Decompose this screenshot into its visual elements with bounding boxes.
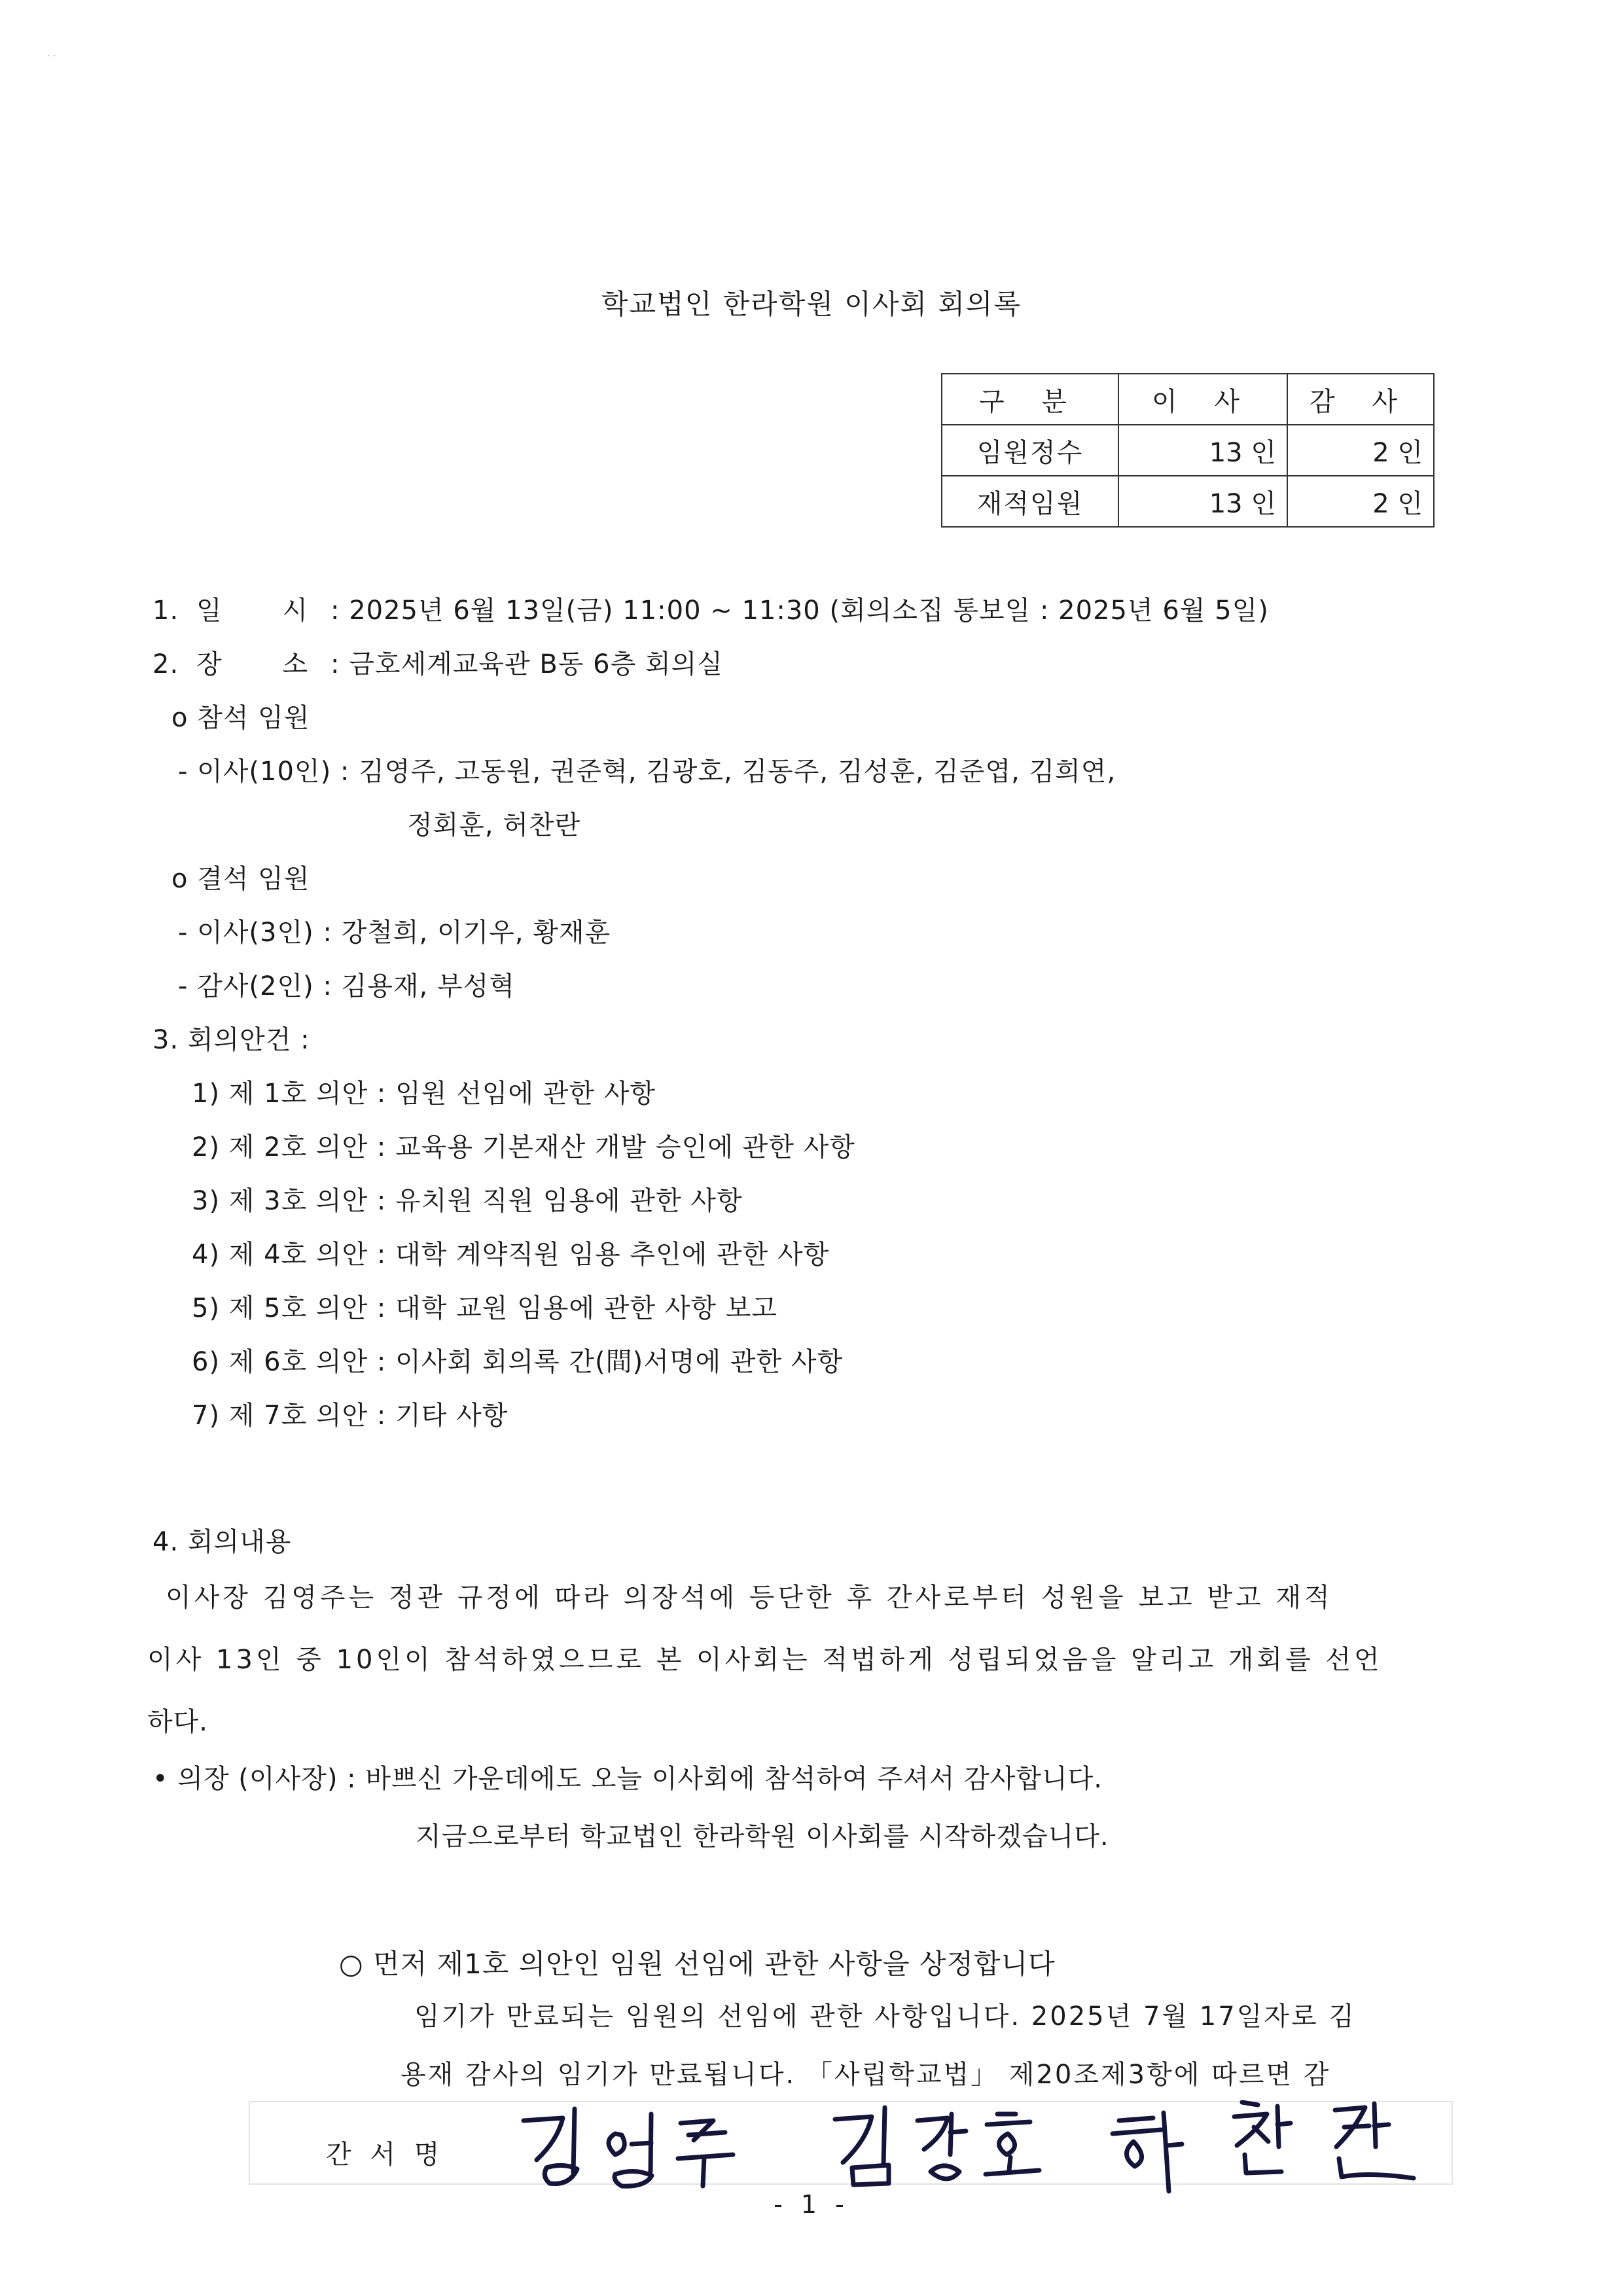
table-cell-auditors: 2 인 [1287, 425, 1434, 476]
content-paragraph-line: 이사장 김영주는 정관 규정에 따라 의장석에 등단한 후 간사로부터 성원을 보고 받고 재적 [166, 1583, 1333, 1613]
agenda-item: 3) 제 3호 의안 : 유치원 직원 임용에 관한 사항 [192, 1186, 743, 1216]
officer-count-table [941, 373, 1435, 528]
table-cell-label: 재적임원 [942, 476, 1118, 527]
content-header: 4. 회의내용 [152, 1527, 292, 1557]
page-number: - 1 - [774, 2190, 849, 2219]
item-value-datetime: : 2025년 6월 13일(금) 11:00 ~ 11:30 (회의소집 통보일 : 2025년 6월 5일) [330, 596, 1269, 626]
table-cell-directors: 13 인 [1118, 425, 1287, 476]
table-header-row [942, 374, 1434, 425]
document-title: 학교법인 한라학원 이사회 회의록 [601, 288, 1022, 320]
scan-specks: · · [47, 51, 56, 62]
agenda-header: 3. 회의안건 : [152, 1025, 310, 1055]
item-value-place: : 금호세계교육관 B동 6층 회의실 [330, 649, 723, 679]
absent-directors: - 이사(3인) : 강철희, 이기우, 황재훈 [178, 918, 611, 948]
table-cell-directors: 13 인 [1118, 476, 1287, 527]
chair-remark-line1: • 의장 (이사장) : 바쁘신 가운데에도 오늘 이사회에 참석하여 주셔서 감사합니다. [152, 1764, 1103, 1794]
table-header-cell: 구 분 [942, 374, 1118, 425]
agenda-item: 7) 제 7호 의안 : 기타 사항 [192, 1401, 508, 1431]
table-cell-label: 임원정수 [942, 425, 1118, 476]
attend-directors-line2: 정회훈, 허찬란 [407, 810, 581, 840]
motion-text-line: 용재 감사의 임기가 만료됩니다. 「사립학교법」 제20조제3항에 따르면 감 [401, 2060, 1331, 2090]
attend-header: o 참석 임원 [171, 703, 310, 733]
signature-label: 간 서 명 [326, 2140, 445, 2170]
signature-kim-youngju [517, 2094, 766, 2193]
signature-heo-chanran [1106, 2087, 1433, 2199]
motion-text-line: 임기가 만료되는 임원의 선임에 관한 사항입니다. 2025년 7월 17일자로 김 [414, 2001, 1356, 2032]
item-number: 1. [152, 596, 179, 626]
item-number: 2. [152, 649, 179, 679]
absent-header: o 결석 임원 [171, 864, 310, 894]
agenda-item: 6) 제 6호 의안 : 이사회 회의록 간(間)서명에 관한 사항 [192, 1347, 844, 1377]
signature-kim-gwangho [826, 2094, 1075, 2193]
agenda-item: 5) 제 5호 의안 : 대학 교원 임용에 관한 사항 보고 [192, 1293, 778, 1323]
agenda-item: 2) 제 2호 의안 : 교육용 기본재산 개발 승인에 관한 사항 [192, 1132, 855, 1162]
motion-header: ○ 먼저 제1호 의안인 임원 선임에 관한 사항을 상정합니다 [339, 1948, 1056, 1980]
content-paragraph-line: 이사 13인 중 10인이 참석하였으므로 본 이사회는 적법하게 성립되었음을 알리고 개회를 선언 [147, 1645, 1383, 1675]
table-row [942, 476, 1434, 527]
table-cell-auditors: 2 인 [1287, 476, 1434, 527]
agenda-item: 4) 제 4호 의안 : 대학 계약직원 임용 추인에 관한 사항 [192, 1240, 830, 1270]
chair-remark-line2: 지금으로부터 학교법인 한라학원 이사회를 시작하겠습니다. [416, 1821, 1109, 1852]
table-header-cell: 이 사 [1118, 374, 1287, 425]
item-label-datetime: 일 시 [196, 596, 334, 626]
attend-directors-line1: - 이사(10인) : 김영주, 고동원, 권준혁, 김광호, 김동주, 김성훈, 김준엽, 김희연, [178, 757, 1116, 787]
table-row [942, 425, 1434, 476]
absent-auditors: - 감사(2인) : 김용재, 부성혁 [178, 971, 515, 1001]
content-paragraph-line: 하다. [147, 1707, 208, 1737]
item-label-place: 장 소 [196, 649, 334, 679]
agenda-item: 1) 제 1호 의안 : 임원 선임에 관한 사항 [192, 1079, 656, 1109]
table-header-cell: 감 사 [1287, 374, 1434, 425]
